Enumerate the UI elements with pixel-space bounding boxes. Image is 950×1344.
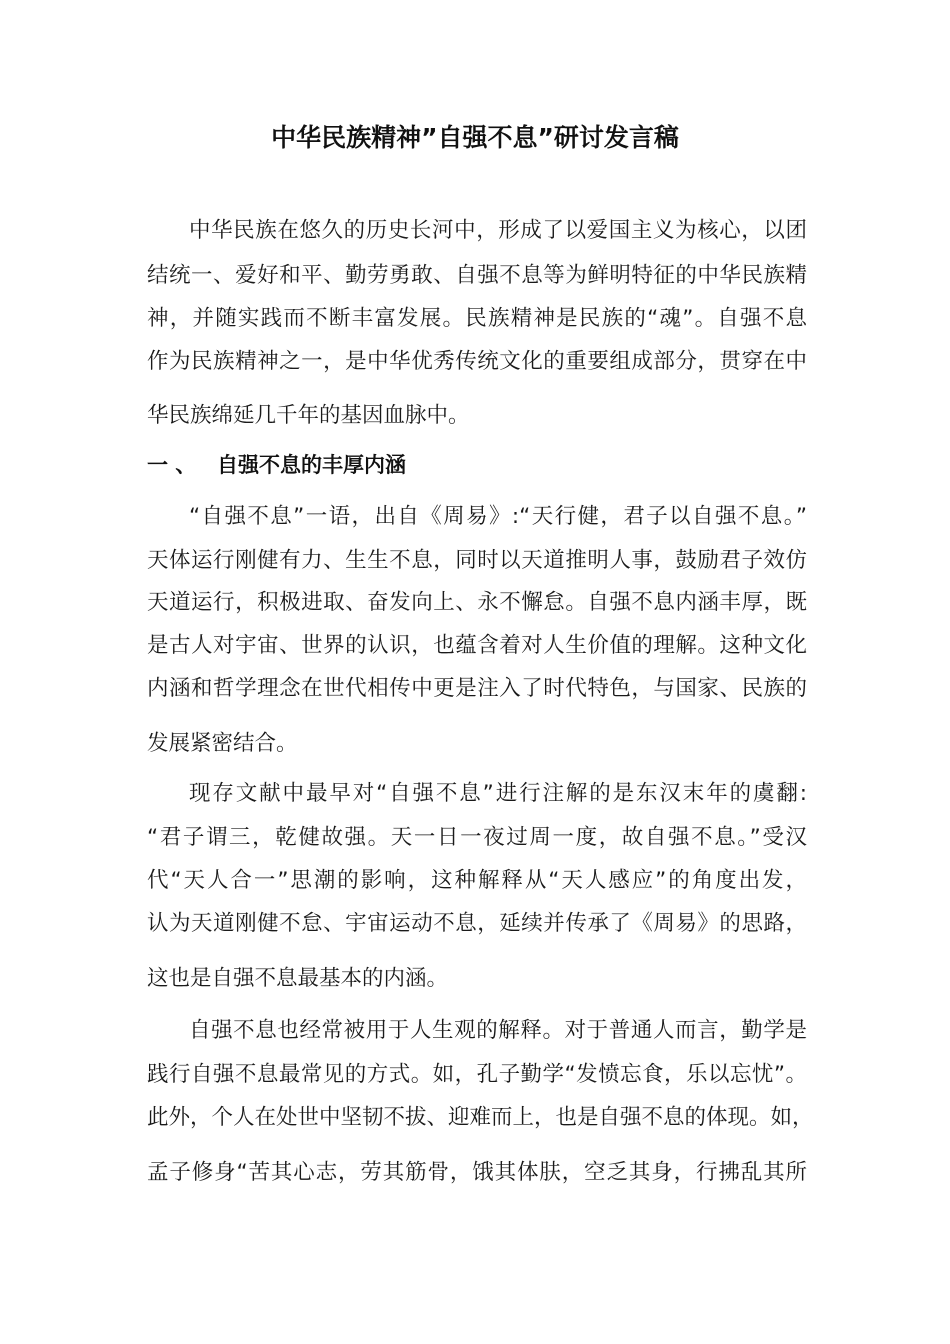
section-title: 自强不息的丰厚内涵 <box>217 453 406 477</box>
paragraph-1-line: 中华民族在悠久的历史长河中，形成了以爱国主义为核心，以团 <box>189 218 807 243</box>
document-title: 中华民族精神”自强不息”研讨发言稿 <box>271 123 679 152</box>
section-heading-1 <box>147 450 406 480</box>
paragraph-1-line: 结统一、爱好和平、勤劳勇敢、自强不息等为鲜明特征的中华民族精 <box>147 263 807 288</box>
paragraph-4-line: 自强不息也经常被用于人生观的解释。对于普通人而言，勤学是 <box>189 1018 807 1043</box>
paragraph-1-line: 作为民族精神之一，是中华优秀传统文化的重要组成部分，贯穿在中 <box>147 349 807 374</box>
paragraph-4-line: 践行自强不息最常见的方式。如，孔子勤学“发愤忘食，乐以忘忧”。 <box>147 1062 807 1087</box>
paragraph-3-line: 代“天人合一”思潮的影响，这种解释从“天人感应”的角度出发， <box>147 868 807 893</box>
paragraph-3-line: 认为天道刚健不怠、宇宙运动不息，延续并传承了《周易》的思路， <box>147 911 807 936</box>
paragraph-3-line: 现存文献中最早对“自强不息”进行注解的是东汉末年的虞翻: <box>189 781 807 806</box>
paragraph-2-line: 内涵和哲学理念在世代相传中更是注入了时代特色，与国家、民族的 <box>147 676 807 701</box>
paragraph-2-line: “自强不息”一语，出自《周易》:“天行健，君子以自强不息。” <box>189 504 807 529</box>
paragraph-2-line: 天体运行刚健有力、生生不息，同时以天道推明人事，鼓励君子效仿 <box>147 548 807 573</box>
paragraph-3-line: 这也是自强不息最基本的内涵。 <box>147 966 449 991</box>
paragraph-2-line: 是古人对宇宙、世界的认识，也蕴含着对人生价值的理解。这种文化 <box>147 633 807 658</box>
paragraph-1-line: 神，并随实践而不断丰富发展。民族精神是民族的“魂”。自强不息 <box>147 306 807 331</box>
paragraph-2-line: 天道运行，积极进取、奋发向上、永不懈怠。自强不息内涵丰厚，既 <box>147 590 807 615</box>
paragraph-4-line: 孟子修身“苦其心志，劳其筋骨，饿其体肤，空乏其身，行拂乱其所 <box>147 1160 807 1185</box>
paragraph-3-line: “君子谓三，乾健故强。天一日一夜过周一度，故自强不息。”受汉 <box>147 825 807 850</box>
paragraph-2-line: 发展紧密结合。 <box>147 731 298 756</box>
paragraph-4-line: 此外，个人在处世中坚韧不拔、迎难而上，也是自强不息的体现。如， <box>147 1105 814 1130</box>
paragraph-1-line: 华民族绵延几千年的基因血脉中。 <box>147 403 470 428</box>
section-number: 一 、 <box>147 453 197 477</box>
